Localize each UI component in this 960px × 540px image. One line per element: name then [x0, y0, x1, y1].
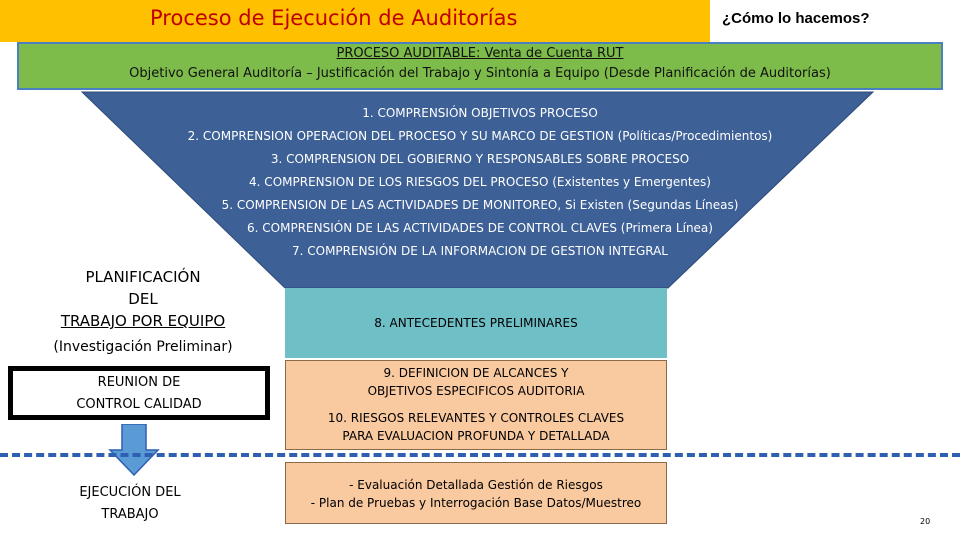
quality-review-line-1: REUNION DE — [97, 375, 181, 390]
scope-objectives-label — [285, 364, 667, 400]
page-title: Proceso de Ejecución de Auditorías — [150, 6, 518, 30]
tagline: ¿Cómo lo hacemos? — [722, 10, 870, 27]
planning-line-3: TRABAJO POR EQUIPO — [60, 312, 226, 330]
funnel-step-7: 7. COMPRENSIÓN DE LA INFORMACION DE GESTION INTEGRAL — [291, 244, 668, 258]
scope-line-2: OBJETIVOS ESPECIFICOS AUDITORIA — [367, 384, 585, 398]
funnel-shape — [82, 92, 873, 288]
planning-line-1: PLANIFICACIÓN — [85, 268, 201, 286]
page-number: 20 — [920, 517, 931, 526]
execution-label — [30, 482, 230, 526]
funnel-step-2: 2. COMPRENSION OPERACION DEL PROCESO Y SU MARCO DE GESTION (Políticas/Procedimientos) — [187, 129, 773, 143]
preliminary-background-label: 8. ANTECEDENTES PRELIMINARES — [374, 316, 578, 330]
planning-label — [28, 266, 258, 332]
process-title: PROCESO AUDITABLE: Venta de Cuenta RUT — [336, 46, 624, 61]
key-risks-label — [285, 409, 667, 445]
down-arrow-icon — [108, 424, 160, 476]
funnel-step-5: 5. COMPRENSION DE LAS ACTIVIDADES DE MONITOREO, Si Existen (Segundas Líneas) — [221, 198, 739, 212]
scope-line-1: 9. DEFINICION DE ALCANCES Y — [383, 366, 569, 380]
execution-line-1: EJECUCIÓN DEL — [79, 485, 181, 500]
key-risks-line-1: 10. RIESGOS RELEVANTES Y CONTROLES CLAVES — [327, 411, 625, 425]
funnel-step-1: 1. COMPRENSIÓN OBJETIVOS PROCESO — [362, 106, 598, 120]
funnel-step-3: 3. COMPRENSION DEL GOBIERNO Y RESPONSABLES SOBRE PROCESO — [270, 152, 690, 166]
funnel-step-6: 6. COMPRENSIÓN DE LAS ACTIVIDADES DE CONTROL CLAVES (Primera Línea) — [247, 221, 713, 235]
process-objective: Objetivo General Auditoría – Justificación del Trabajo y Sintonía a Equipo (Desde Planificación de Auditorías) — [129, 66, 831, 81]
quality-review-line-2: CONTROL CALIDAD — [76, 397, 202, 412]
quality-review-label — [8, 372, 270, 416]
phase-divider — [0, 453, 960, 457]
execution-line-2: TRABAJO — [101, 507, 159, 522]
planning-subtitle: (Investigación Preliminar) — [53, 339, 233, 355]
execution-detail-line-2: - Plan de Pruebas y Interrogación Base Datos/Muestreo — [310, 496, 642, 510]
execution-detail-label — [285, 476, 667, 512]
planning-line-2: DEL — [128, 290, 158, 308]
key-risks-line-2: PARA EVALUACION PROFUNDA Y DETALLADA — [342, 429, 610, 443]
execution-detail-line-1: - Evaluación Detallada Gestión de Riesgos — [349, 478, 603, 492]
funnel-step-4: 4. COMPRENSION DE LOS RIESGOS DEL PROCESO (Existentes y Emergentes) — [249, 175, 711, 189]
